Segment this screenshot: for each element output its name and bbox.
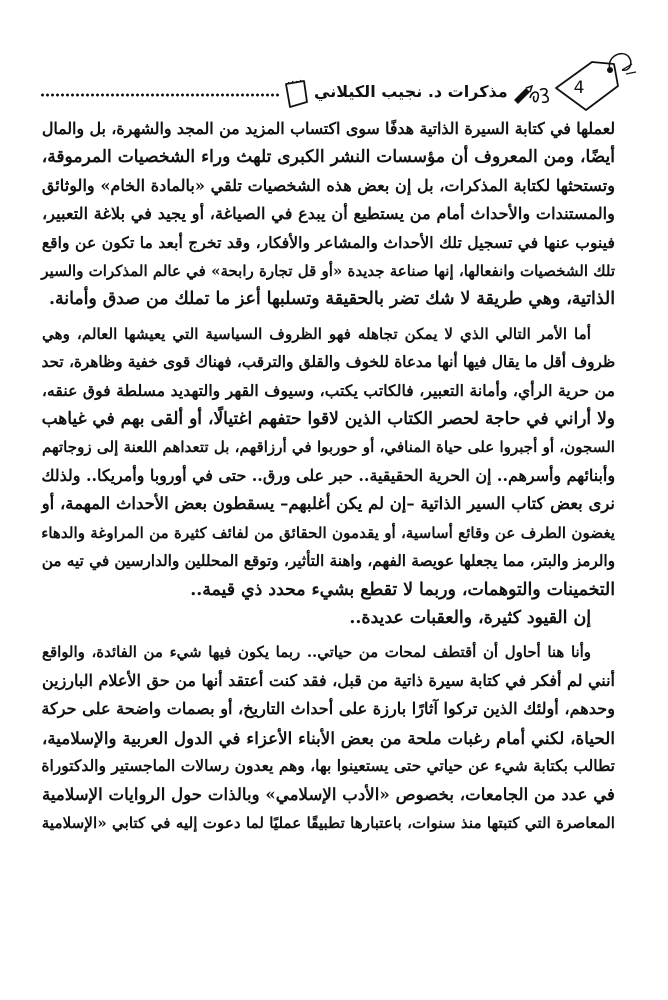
text-line: في عدد من الجامعات، بخصوص «الأدب الإسلامي» وبالذات حول الروايات الإسلامية <box>42 784 615 805</box>
text-line: وتستحثها لكتابة المذكرات، بل إن بعض هذه الشخصيات تلقي «بالمادة الخام» والوثائق <box>41 175 615 195</box>
text-line: وحدهم، أولئك الذين تركوا آثارًا بارزة على أحداث التاريخ، أو بصمات واضحة على حركة <box>41 699 615 719</box>
text-line: فينوب عنها في تسجيل تلك الأحداث والمشاعر والأفكار، وقد تخرج أبعد ما تكون عن واقع <box>41 232 615 252</box>
text-line: أنني لم أفكر في كتابة سيرة ذاتية من قبل، فقد كنت أعتقد أنها من حق الأعلام البارزين <box>42 670 615 690</box>
text-line: المعاصرة التي كتبتها منذ سنوات، باعتبارها تطبيقًا عمليًا لما دعوت إليه في كتابي «الإسلامية <box>41 813 615 832</box>
text-line: أيضًا، ومن المعروف أن مؤسسات النشر الكبرى تلهث وراء الشخصيات المرموقة، <box>41 147 615 168</box>
text-line: يغضون الطرف عن وقائع أساسية، أو يقدمون الحقائق من لفائف كثيرة من المراوغة والدهاء <box>41 523 615 542</box>
text-line: أما الأمر التالي الذي لا يمكن تجاهله فهو الظروف السياسية التي يعيشها العالم، وهي <box>42 324 591 343</box>
page-number: 4 <box>573 78 585 98</box>
body-text <box>42 115 615 837</box>
text-line: وأبنائهم وأسرهم.. إن الحرية الحقيقية.. حبر على ورق.. حتى في أوروبا وأمريكا.. ولذلك <box>41 465 615 485</box>
text-line: تلك الشخصيات وانفعالها، إنها صناعة جديدة «أو قل تجارة رابحة» في عالم المذكرات والسير <box>41 262 615 281</box>
page-header <box>40 50 600 112</box>
dotted-rule <box>40 92 280 98</box>
pen-icon <box>512 78 552 106</box>
text-line: تطالب بكتابة شيء عن حياتي حتى يستعينوا بها، وهم يعدون رسالات الماجستير والدكتوراة <box>41 755 615 775</box>
text-line: من حرية الرأي، وأمانة التعبير، فالكاتب يكتب، وسيوف القهر والتهديد مسلطة فوق عنقه، <box>41 380 615 400</box>
text-line: ظروف أقل ما يقال فيها أنها مدعاة للخوف والقلق والترقب، فهناك قوى خفية وظاهرة، تحد <box>41 353 615 372</box>
paragraph <box>42 115 615 314</box>
text-line: ولا أراني في حاجة لحصر الكتاب الذين لاقوا حتفهم اغتيالًا، أو ألقى بهم في غياهب <box>41 409 615 430</box>
text-line: لعملها في كتابة السيرة الذاتية هدفًا سوى اكتساب المزيد من المجد والشهرة، بل والمال <box>41 119 615 138</box>
text-line: نرى بعض كتاب السير الذاتية –إن لم يكن أغلبهم– يسقطون بعض الأحداث المهمة، أو <box>41 494 615 514</box>
paragraph <box>42 604 615 632</box>
paragraph <box>42 638 615 837</box>
text-line: الذاتية، وهي طريقة لا شك تضر بالحقيقة وتسلبها أعز ما تملك من صدق وأمانة. <box>49 289 615 310</box>
running-title: مذكرات د. نجيب الكيلاني <box>314 82 508 101</box>
text-line: وأنا هنا أحاول أن أقتطف لمحات من حياتي.. ربما يكون فيها شيء من الفائدة، والواقع <box>42 643 591 662</box>
text-line: والمستندات والأحداث أمام من يستطيع أن يبدع في الصياغة، أو يجيد في بلاغة التعبير، <box>42 204 615 224</box>
text-line: التخمينات والتوهمات، وربما لا تقطع بشيء محدد ذي قيمة.. <box>190 579 615 600</box>
text-line: السجون، أو أجبروا على حياة المنافي، أو حوربوا في أرزاقهم، بل تتعداهم اللعنة إلى زوجاتهم <box>42 438 615 457</box>
text-line: الحياة، لكني أمام رغبات ملحة من بعض الأبناء الأعزاء في الدول العربية والإسلامية، <box>41 727 615 748</box>
text-line: إن القيود كثيرة، والعقبات عديدة.. <box>349 607 591 628</box>
paragraph <box>42 320 615 604</box>
text-line: والرمز والبتر، مما يجعلها عويصة الفهم، واهنة التأثير، وتوقع المحللين والدارسين في تيه من <box>41 552 615 571</box>
note-icon <box>282 78 310 110</box>
page-number-tag <box>552 50 638 112</box>
tag-icon <box>552 50 638 112</box>
